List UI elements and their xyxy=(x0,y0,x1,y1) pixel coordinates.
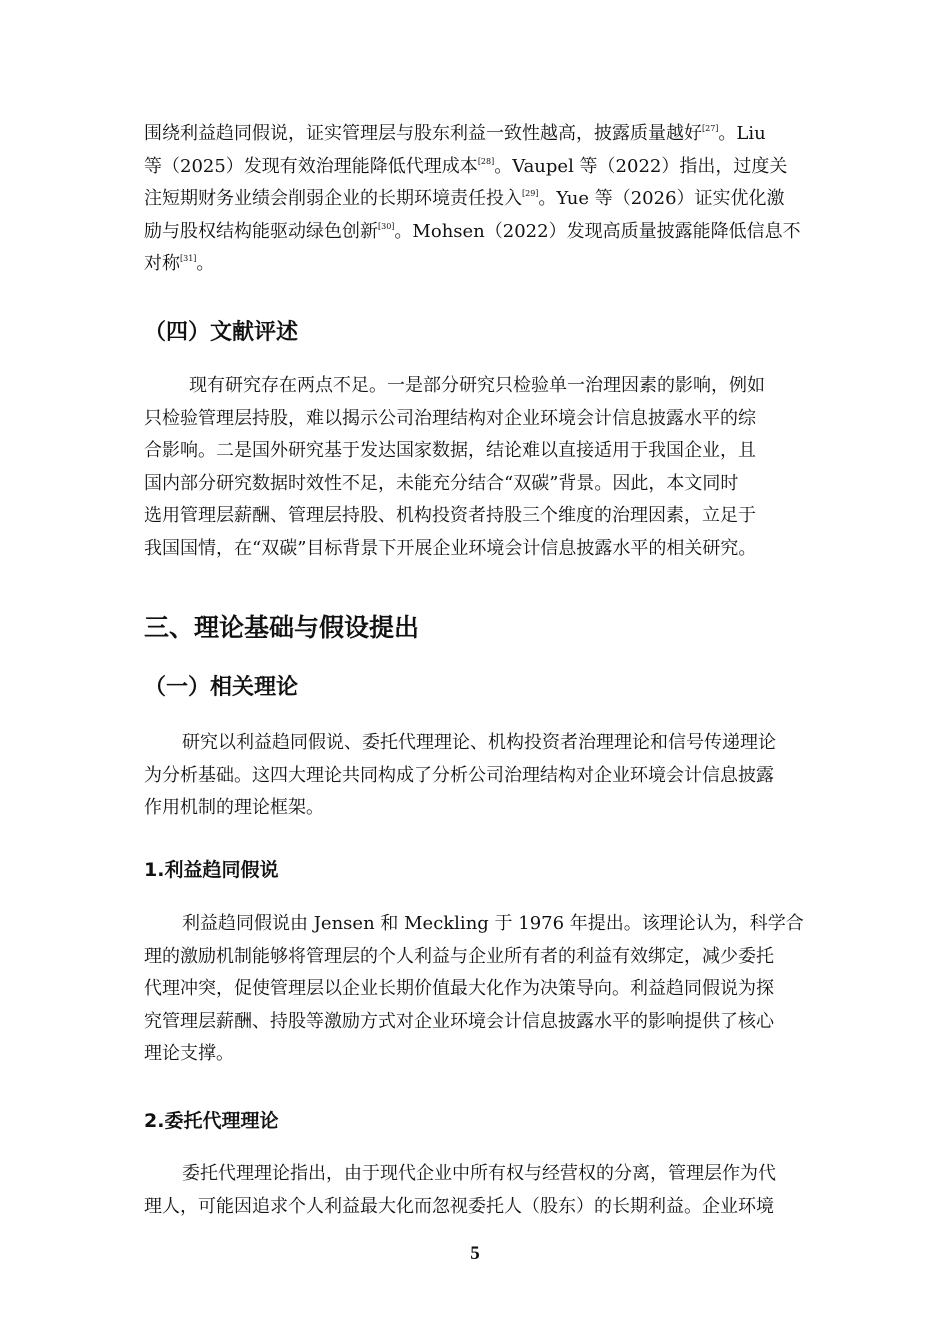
page-number: 5 xyxy=(470,1243,480,1264)
section-heading-literature-review: （四）文献评述 xyxy=(144,320,299,345)
text-line: 合影响。二是国外研究基于发达国家数据，结论难以直接适用于我国企业，且 xyxy=(144,440,756,461)
item-heading-principal-agent: 2.委托代理理论 xyxy=(144,1110,279,1132)
principal-agent-paragraph xyxy=(144,1158,810,1223)
text-line: 研究以利益趋同假说、委托代理理论、机构投资者治理理论和信号传递理论 xyxy=(182,732,776,753)
literature-paragraph xyxy=(144,118,810,281)
text-line: 作用机制的理论框架。 xyxy=(144,797,324,818)
text-line: 我国国情，在“双碳”目标背景下开展企业环境会计信息披露水平的相关研究。 xyxy=(144,537,757,559)
citation-31[interactable]: [31] xyxy=(180,254,197,263)
text-line: 委托代理理论指出，由于现代企业中所有权与经营权的分离，管理层作为代 xyxy=(182,1163,776,1184)
text-line: 现有研究存在两点不足。一是部分研究只检验单一治理因素的影响，例如 xyxy=(189,375,765,396)
section-heading-related-theory: （一）相关理论 xyxy=(144,675,299,700)
citation-27[interactable]: [27] xyxy=(702,124,719,133)
text-line: 注短期财务业绩会削弱企业的长期环境责任投入[29]。Yue 等（2026）证实优化激 xyxy=(144,188,785,209)
text-line: 为分析基础。这四大理论共同构成了分析公司治理结构对企业环境会计信息披露 xyxy=(144,764,774,786)
text-line: 等（2025）发现有效治理能降低代理成本[28]。Vaupel 等（2022）指出，过度关 xyxy=(144,155,788,177)
text-line: 理论支撑。 xyxy=(144,1043,234,1064)
citation-29[interactable]: [29] xyxy=(522,189,539,198)
text-line: 代理冲突，促使管理层以企业长期价值最大化作为决策导向。利益趋同假说为探 xyxy=(144,978,774,999)
text-line: 对称[31]。 xyxy=(144,253,215,274)
chapter-heading-theory: 三、理论基础与假设提出 xyxy=(144,613,420,642)
text-line: 围绕利益趋同假说，证实管理层与股东利益一致性越高，披露质量越好[27]。Liu xyxy=(144,123,766,144)
text-line: 理的激励机制能够将管理层的个人利益与企业所有者的利益有效绑定，减少委托 xyxy=(144,945,774,967)
review-paragraph xyxy=(144,370,810,565)
text-line: 励与股权结构能驱动绿色创新[30]。Mohsen（2022）发现高质量披露能降低信息不 xyxy=(144,220,801,242)
text-line: 只检验管理层持股，难以揭示公司治理结构对企业环境会计信息披露水平的综 xyxy=(144,407,756,429)
text-line: 究管理层薪酬、持股等激励方式对企业环境会计信息披露水平的影响提供了核心 xyxy=(144,1010,774,1032)
item-heading-interest-convergence: 1.利益趋同假说 xyxy=(144,859,279,881)
text-line: 理人，可能因追求个人利益最大化而忽视委托人（股东）的长期利益。企业环境 xyxy=(144,1195,774,1217)
text-line: 利益趋同假说由 Jensen 和 Meckling 于 1976 年提出。该理论认为，科学合 xyxy=(182,913,804,934)
text-line: 选用管理层薪酬、管理层持股、机构投资者持股三个维度的治理因素，立足于 xyxy=(144,505,756,526)
theory-paragraph xyxy=(144,727,810,825)
citation-28[interactable]: [28] xyxy=(477,156,495,166)
citation-30[interactable]: [30] xyxy=(378,221,395,231)
interest-convergence-paragraph xyxy=(144,908,810,1071)
text-line: 国内部分研究数据时效性不足，未能充分结合“双碳”背景。因此，本文同时 xyxy=(144,472,739,494)
